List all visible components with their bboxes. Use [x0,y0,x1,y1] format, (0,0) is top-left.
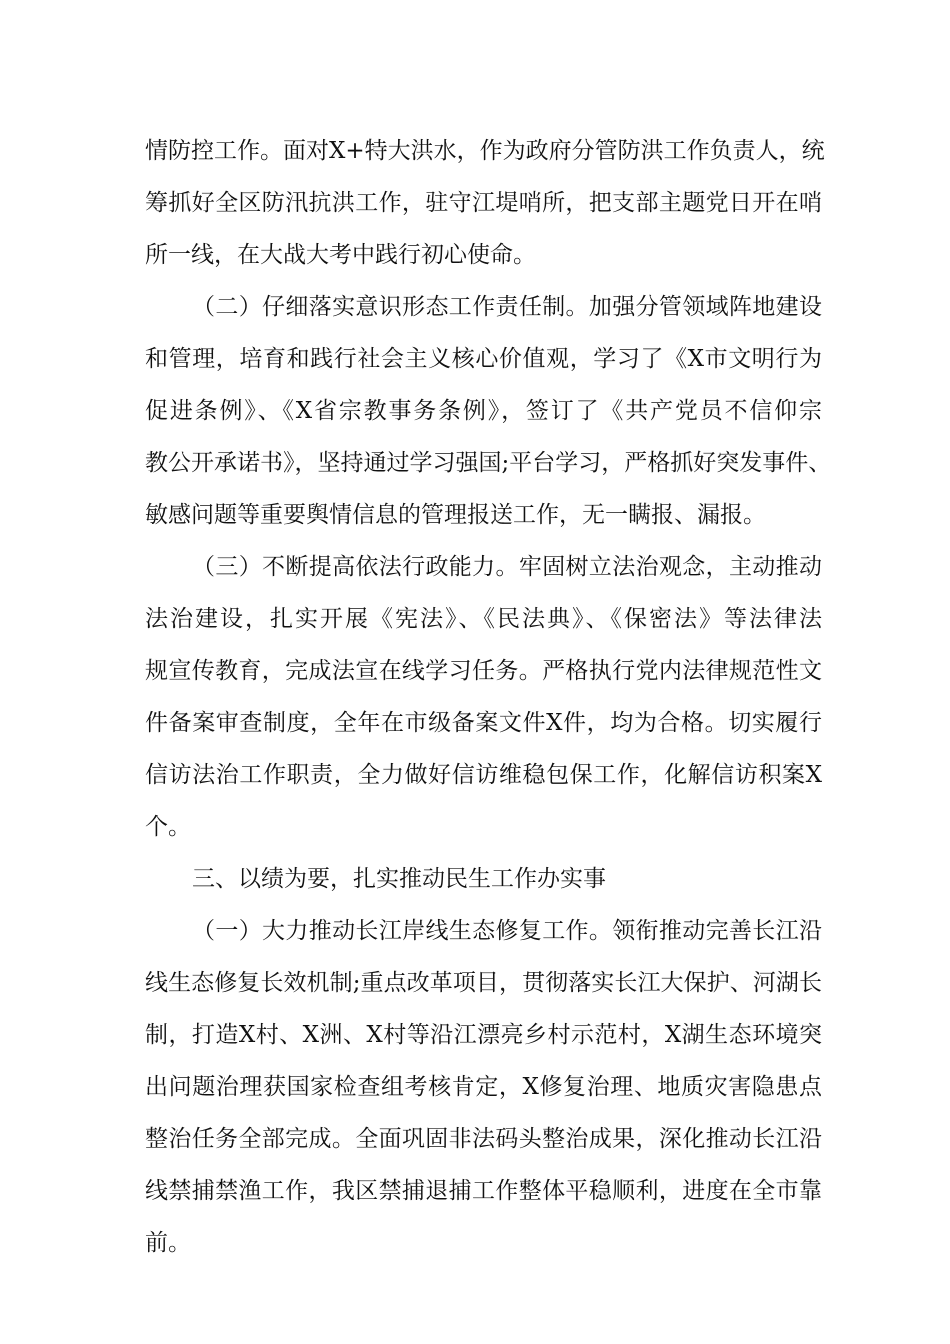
para1-line2: 筹抓好全区防汛抗洪工作，驻守江堤哨所，把支部主题党日开在哨 [145,190,822,216]
para4-line3: 制，打造X村、X洲、X村等沿江漂亮乡村示范村，X湖生态环境突 [145,1022,822,1048]
text-line [0,445,950,481]
text-line [0,185,950,221]
para1-line1: 情防控工作。面对X+特大洪水，作为政府分管防洪工作负责人，统 [145,138,825,164]
para3-line6: 个。 [145,814,191,840]
para2-line4: 教公开承诺书》，坚持通过学习强国;平台学习，严格抓好突发事件、 [145,450,832,476]
para2-line5: 敏感问题等重要舆情信息的管理报送工作，无一瞒报、漏报。 [145,502,766,528]
text-line [0,809,950,845]
text-line [0,913,950,949]
text-line [0,653,950,689]
text-line [0,549,950,585]
text-line [0,1225,950,1261]
para2-line3: 促进条例》、《X省宗教事务条例》，签订了《共产党员不信仰宗 [145,398,822,424]
text-line [0,289,950,325]
text-line [0,341,950,377]
text-line [0,965,950,1001]
text-line [0,133,950,169]
para3-line1: （三）不断提高依法行政能力。牢固树立法治观念，主动推动 [192,554,822,580]
para4-line1: （一）大力推动长江岸线生态修复工作。领衔推动完善长江沿 [192,918,822,944]
para4-line5: 整治任务全部完成。全面巩固非法码头整治成果，深化推动长江沿 [145,1126,822,1152]
para3-line5: 信访法治工作职责，全力做好信访维稳包保工作，化解信访积案X [145,762,822,788]
para4-line2: 线生态修复长效机制;重点改革项目，贯彻落实长江大保护、河湖长 [145,970,822,996]
para1-line3: 所一线，在大战大考中践行初心使命。 [145,242,536,268]
text-line [0,237,950,273]
para3-line2: 法治建设，扎实开展《宪法》、《民法典》、《保密法》等法律法 [145,606,822,632]
text-line [0,1173,950,1209]
para4-line6: 线禁捕禁渔工作，我区禁捕退捕工作整体平稳顺利，进度在全市靠 [145,1178,822,1204]
text-line [0,497,950,533]
para2-line2: 和管理，培育和践行社会主义核心价值观，学习了《X市文明行为 [145,346,822,372]
text-line [0,1069,950,1105]
para3-line4: 件备案审查制度，全年在市级备案文件X件，均为合格。切实履行 [145,710,822,736]
heading-three: 三、以绩为要，扎实推动民生工作办实事 [192,866,606,892]
para3-line3: 规宣传教育，完成法宣在线学习任务。严格执行党内法律规范性文 [145,658,822,684]
text-line [0,601,950,637]
text-line [0,1017,950,1053]
section-heading [0,861,950,897]
para4-line4: 出问题治理获国家检查组考核肯定，X修复治理、地质灾害隐患点 [145,1074,822,1100]
para2-line1: （二）仔细落实意识形态工作责任制。加强分管领域阵地建设 [192,294,822,320]
text-line [0,705,950,741]
text-line [0,757,950,793]
text-line [0,393,950,429]
text-line [0,1121,950,1157]
para4-line7: 前。 [145,1230,191,1256]
